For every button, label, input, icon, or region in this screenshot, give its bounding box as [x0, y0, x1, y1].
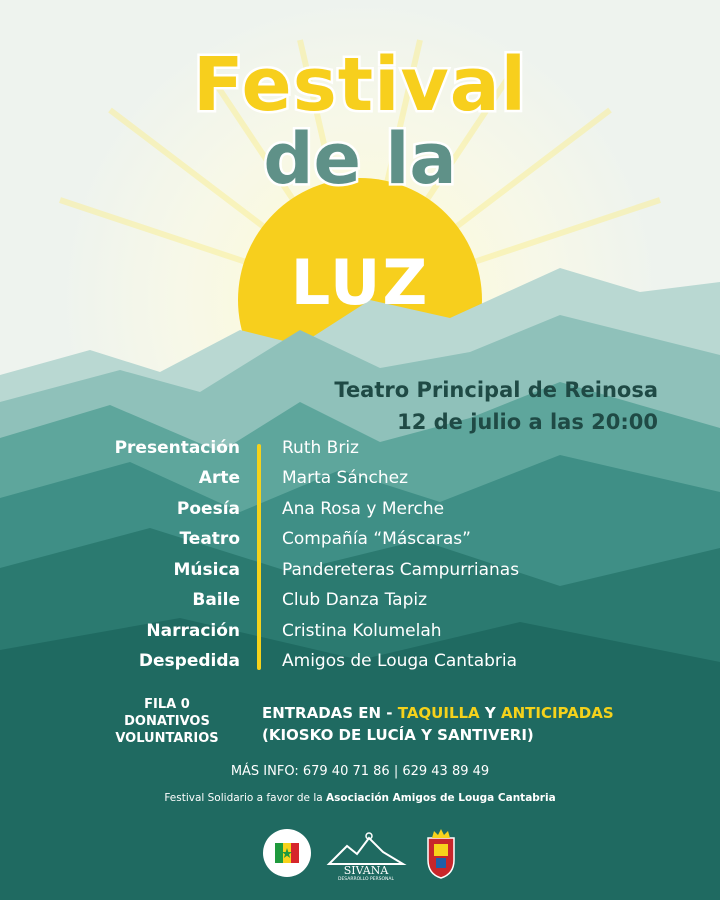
program-performer: Pandereteras Campurrianas — [282, 560, 520, 580]
program-row — [0, 438, 720, 468]
solidarity-org: Asociación Amigos de Louga Cantabria — [326, 792, 556, 804]
program-category: Baile — [192, 590, 240, 610]
venue-date: 12 de julio a las 20:00 — [397, 410, 658, 434]
tickets-line1 — [262, 702, 614, 724]
fila-cero-block — [100, 696, 234, 747]
program-row — [0, 590, 720, 620]
fila-line3: VOLUNTARIOS — [115, 731, 219, 746]
program-performer: Ruth Briz — [282, 438, 359, 458]
venue-place: Teatro Principal de Reinosa — [334, 378, 658, 402]
program-performer: Cristina Kolumelah — [282, 621, 442, 641]
venue-block — [334, 374, 658, 438]
program-performer: Compañía “Máscaras” — [282, 529, 471, 549]
program-row — [0, 651, 720, 681]
program-performer: Ana Rosa y Merche — [282, 499, 445, 519]
sivana-mountain-logo-icon — [325, 830, 407, 880]
program-category: Narración — [146, 621, 240, 641]
program-category: Arte — [198, 468, 240, 488]
program-performer: Marta Sánchez — [282, 468, 409, 488]
tickets-taquilla: TAQUILLA — [397, 704, 480, 722]
tickets-prefix: ENTRADAS EN - — [262, 704, 398, 722]
sivana-tagline: DESARROLLO PERSONAL — [338, 877, 394, 880]
tickets-joiner: Y — [479, 704, 501, 722]
program-category: Música — [173, 560, 240, 580]
fila-line2: DONATIVOS — [124, 714, 210, 729]
program-row — [0, 560, 720, 590]
program-row — [0, 621, 720, 651]
program-category: Poesía — [176, 499, 240, 519]
title-luz: LUZ — [290, 246, 430, 319]
tickets-line2: (KIOSKO DE LUCÍA Y SANTIVERI) — [262, 726, 534, 744]
more-info: MÁS INFO: 679 40 71 86 | 629 43 89 49 — [230, 764, 490, 779]
title-festival: Festival — [192, 42, 528, 128]
program-performer: Club Danza Tapiz — [282, 590, 428, 610]
tickets-block — [262, 702, 614, 746]
program-row — [0, 499, 720, 529]
fila-line1: FILA 0 — [144, 697, 190, 712]
program-row — [0, 468, 720, 498]
sivana-name: SIVANA — [343, 864, 389, 877]
solidarity-note — [0, 792, 720, 804]
program-category: Despedida — [138, 651, 240, 671]
tickets-anticipadas: ANTICIPADAS — [500, 704, 614, 722]
coat-of-arms-icon — [422, 828, 460, 880]
senegal-flag-seal-icon — [262, 828, 312, 878]
program-category: Presentación — [114, 438, 240, 458]
program-performer: Amigos de Louga Cantabria — [282, 651, 518, 671]
program-category: Teatro — [179, 529, 240, 549]
sponsor-logos — [0, 828, 720, 888]
program-row — [0, 529, 720, 559]
title-de-la: de la — [263, 118, 457, 200]
solidarity-prefix: Festival Solidario a favor de la — [164, 792, 327, 804]
